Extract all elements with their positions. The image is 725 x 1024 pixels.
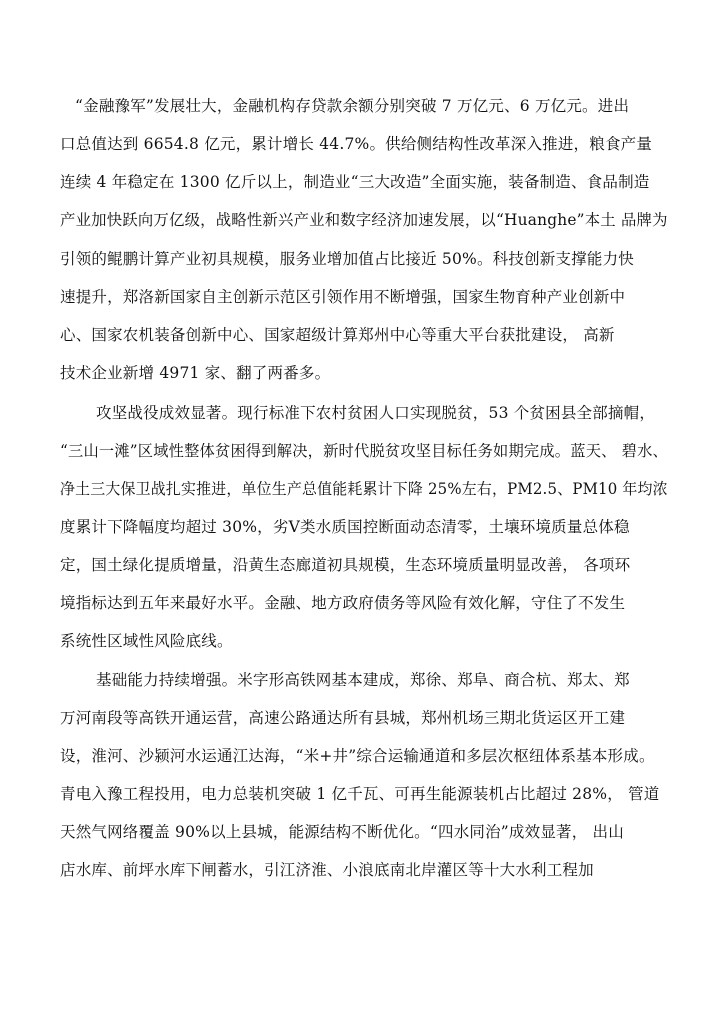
text-line: 定，国土绿化提质增量，沿黄生态廊道初具规模，生态环境质量明显改善， 各项环 — [60, 556, 631, 574]
text-line: 境指标达到五年来最好水平。金融、地方政府债务等风险有效化解，守住了不发生 — [60, 594, 626, 612]
text-line: 连续 4 年稳定在 1300 亿斤以上，制造业“三大改造”全面实施，装备制造、食品制造 — [60, 173, 650, 191]
text-line: 基础能力持续增强。米字形高铁网基本建成，郑徐、郑阜、商合杭、郑太、郑 — [96, 671, 630, 689]
text-line: “金融豫军”发展壮大，金融机构存贷款余额分别突破 7 万亿元、6 万亿元。进出 — [75, 97, 630, 115]
text-line: 系统性区域性风险底线。 — [60, 632, 233, 650]
text-line: 净土三大保卫战扎实推进，单位生产总值能耗累计下降 25%左右，PM2.5、PM10 年均浓 — [60, 480, 668, 498]
text-line: 店水库、前坪水库下闸蓄水，引江济淮、小浪底南北岸灌区等十大水利工程加 — [60, 861, 594, 879]
text-line: 口总值达到 6654.8 亿元，累计增长 44.7%。供给侧结构性改革深入推进，粮食产量 — [60, 135, 653, 153]
text-line: 青电入豫工程投用，电力总装机突破 1 亿千瓦、可再生能源装机占比超过 28%， 管道 — [60, 785, 660, 803]
text-line: “三山一滩”区域性整体贫困得到解决，新时代脱贫攻坚目标任务如期完成。蓝天、 碧水、 — [60, 442, 668, 460]
text-line: 产业加快跃向万亿级，战略性新兴产业和数字经济加速发展，以“Huanghe”本土 品牌为 — [60, 211, 668, 229]
text-line: 设，淮河、沙颍河水运通江达海，“米+井”综合运输通道和多层次枢纽体系基本形成。 — [60, 747, 655, 765]
text-line: 万河南段等高铁开通运营，高速公路通达所有县城，郑州机场三期北货运区开工建 — [60, 709, 626, 727]
text-line: 攻坚战役成效显著。现行标准下农村贫困人口实现脱贫，53 个贫困县全部摘帽， — [96, 404, 656, 422]
text-line: 速提升，郑洛新国家自主创新示范区引领作用不断增强，国家生物育种产业创新中 — [60, 288, 626, 306]
text-line: 技术企业新增 4971 家、翻了两番多。 — [60, 364, 331, 382]
text-line: 引领的鲲鹏计算产业初具规模，服务业增加值占比接近 50%。科技创新支撑能力快 — [60, 250, 634, 268]
text-line: 天然气网络覆盖 90%以上县城，能源结构不断优化。“四水同治”成效显著， 出山 — [60, 823, 624, 841]
text-line: 度累计下降幅度均超过 30%，劣Ⅴ类水质国控断面动态清零，土壤环境质量总体稳 — [60, 518, 630, 536]
text-line: 心、国家农机装备创新中心、国家超级计算郑州中心等重大平台获批建设， 高新 — [60, 326, 615, 344]
